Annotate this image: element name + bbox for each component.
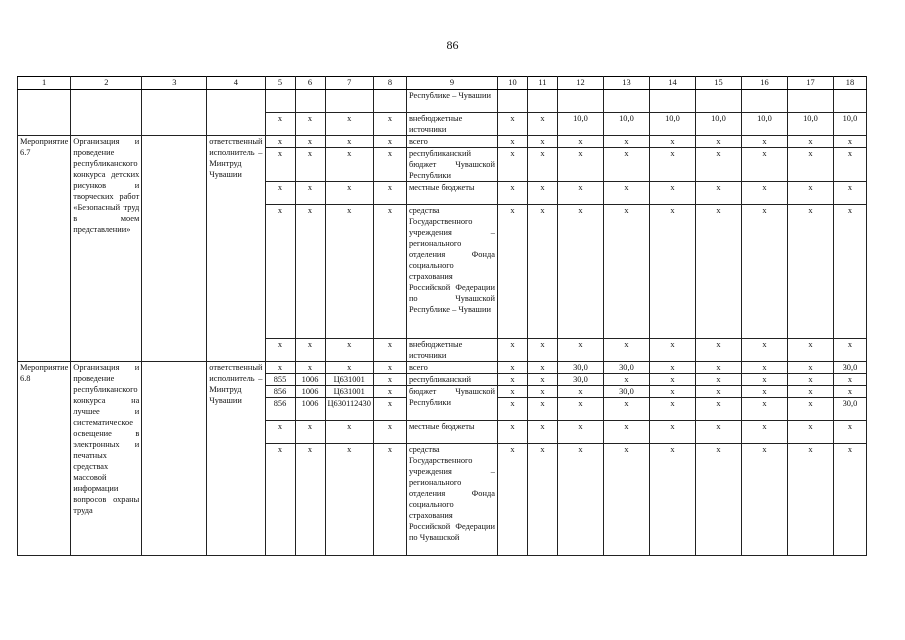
- funding-source: внебюджетные источники: [406, 339, 497, 362]
- funding-source: Республике – Чувашии: [406, 90, 497, 113]
- table-row: x x x x республиканский бюджет Чувашской Республики x x x x x x x x x: [18, 148, 867, 182]
- col-header: 2: [71, 77, 142, 90]
- measure-6-8: [18, 362, 867, 556]
- col-header: 11: [527, 77, 557, 90]
- table-row: x x x x внебюджетные источники x x x x x x x x x: [18, 339, 867, 362]
- measure-title: Организация и проведение республиканского конкурса детских рисунков и творческих работ «Безопасный труд в моем представлении»: [71, 136, 142, 362]
- funding-source: республиканский: [406, 374, 497, 386]
- funding-source: всего: [406, 136, 497, 148]
- table-row: Мероприятие 6.8 Организация и проведение республиканского конкурса на лучшее и систематическое освещение в электронных и печатных средствах массовой информации вопросов охраны труда ответственный исполнитель – Минтруд Чувашии x x x x всего x x 30,0 30,0 x x x x 30,0: [18, 362, 867, 374]
- col-header: 3: [142, 77, 207, 90]
- table-row: 856 1006 Ц630112430 x x x x x x x x x 30,0: [18, 398, 867, 421]
- col-header: 5: [265, 77, 295, 90]
- col-header: 6: [295, 77, 325, 90]
- col-header: 18: [833, 77, 866, 90]
- measure-id: Мероприятие 6.8: [18, 362, 71, 556]
- funding-source: средства Государственного учреждения – регионального отделения Фонда социального страхования Российской Федерации по Чувашской Республике – Чувашии: [406, 205, 497, 339]
- table-row: x x x x средства Государственного учреждения – регионального отделения Фонда социального страхования Российской Федерации по Чувашской x x x x x x x x x: [18, 444, 867, 556]
- col-header: 9: [406, 77, 497, 90]
- page-number: 86: [446, 38, 459, 52]
- table-row: Мероприятие 6.7 Организация и проведение республиканского конкурса детских рисунков и творческих работ «Безопасный труд в моем представлении» ответственный исполнитель – Минтруд Чувашии x x x x всего x x x x x x x x x: [18, 136, 867, 148]
- table-row: 856 1006 Ц631001 x бюджет Чувашской Республики x x x 30,0 x x x x x: [18, 386, 867, 398]
- funding-source: местные бюджеты: [406, 421, 497, 444]
- measure-6-7: [18, 136, 867, 362]
- header-row: [18, 77, 867, 90]
- col-header: 15: [695, 77, 741, 90]
- table-row: 855 1006 Ц631001 x республиканский x x 30,0 x x x x x x: [18, 374, 867, 386]
- measure-title: Организация и проведение республиканского конкурса на лучшее и систематическое освещение в электронных и печатных средствах массовой информации вопросов охраны труда: [71, 362, 142, 556]
- funding-source: республиканский бюджет Чувашской Республики: [406, 148, 497, 182]
- funding-source: местные бюджеты: [406, 182, 497, 205]
- funding-source: всего: [406, 362, 497, 374]
- col-header: 12: [557, 77, 603, 90]
- table-row: x x x x местные бюджеты x x x x x x x x x: [18, 421, 867, 444]
- col-header: 10: [497, 77, 527, 90]
- col-header: 8: [373, 77, 406, 90]
- funding-source: внебюджетные источники: [406, 113, 497, 136]
- funding-source: средства Государственного учреждения – регионального отделения Фонда социального страхования Российской Федерации по Чувашской: [406, 444, 497, 556]
- funding-source: бюджет Чувашской Республики: [406, 386, 497, 421]
- responsible-executor: ответственный исполнитель – Минтруд Чувашии: [207, 362, 265, 556]
- col-header: 13: [603, 77, 649, 90]
- measure-id: Мероприятие 6.7: [18, 136, 71, 362]
- col-header: 16: [741, 77, 787, 90]
- responsible-executor: ответственный исполнитель – Минтруд Чувашии: [207, 136, 265, 362]
- col-header: 14: [649, 77, 695, 90]
- program-table: [17, 76, 867, 556]
- col-header: 4: [207, 77, 265, 90]
- table-row: x x x x внебюджетные источники x x 10,0 10,0 10,0 10,0 10,0 10,0 10,0: [18, 113, 867, 136]
- table-row: x x x x местные бюджеты x x x x x x x x x: [18, 182, 867, 205]
- col-header: 7: [325, 77, 373, 90]
- col-header: 17: [787, 77, 833, 90]
- table-row: x x x x средства Государственного учреждения – регионального отделения Фонда социального страхования Российской Федерации по Чувашской Республике – Чувашии x x x x x x x x x: [18, 205, 867, 339]
- col-header: 1: [18, 77, 71, 90]
- table-row: [18, 90, 867, 113]
